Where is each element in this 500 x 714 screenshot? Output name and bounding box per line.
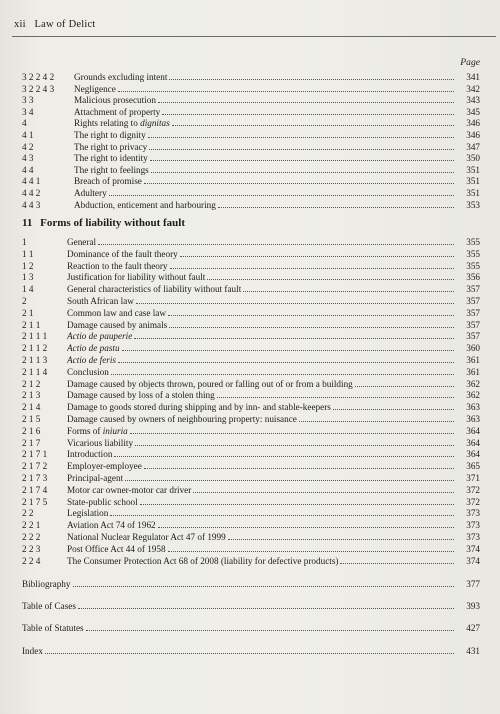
entry-title-text: Reaction to the fault theory: [67, 260, 168, 271]
dot-leader: [299, 413, 454, 422]
entry-title-text: Principal-agent: [67, 473, 124, 483]
toc-entry: [22, 187, 480, 199]
entry-title: [67, 248, 454, 260]
entry-title-text: National Nuclear Regulator Act 47 of 1999: [67, 532, 226, 542]
dot-leader: [144, 460, 454, 469]
entry-page-number: 357: [466, 296, 480, 306]
toc-entry: [22, 448, 480, 460]
entry-title: [67, 307, 454, 319]
entry-title-text: Damage to goods stored during shipping and by inn- and stable-keepers: [67, 402, 331, 413]
entry-page-number: 351: [466, 164, 480, 175]
entry-page-number: 393: [466, 601, 480, 611]
toc-entry: [22, 413, 480, 425]
entry-title: [67, 295, 454, 307]
dot-leader: [149, 141, 454, 150]
entry-title-text: General characteristics of liability without fault: [67, 284, 242, 295]
entry-title: [74, 199, 454, 211]
entry-title-italic: dignitas: [140, 118, 170, 129]
entry-title: [67, 354, 454, 366]
toc-entry: [22, 152, 480, 164]
entry-title: [67, 378, 454, 390]
entry-page-number: 357: [466, 284, 480, 295]
dot-leader: [98, 236, 454, 245]
toc-entry: [22, 236, 480, 248]
entry-number: 2: [22, 296, 27, 306]
toc-entry: [22, 319, 480, 331]
entry-number: 3 2 2 4 2: [22, 72, 55, 82]
entry-number: 2 1 6: [22, 425, 41, 436]
dot-leader: [172, 117, 454, 126]
entry-title-text: Forms of: [67, 425, 103, 436]
entry-title: [67, 437, 454, 449]
dot-leader: [193, 484, 454, 493]
entry-title: [67, 472, 454, 484]
dot-leader: [168, 307, 454, 316]
dot-leader: [217, 389, 454, 398]
toc-entry: [22, 71, 480, 83]
entry-number: 2 1 5: [22, 414, 41, 424]
toc-entry: [22, 354, 480, 366]
chapter-number: 11: [22, 217, 33, 229]
entry-number: 2 1 1: [22, 319, 41, 330]
entry-title: [67, 531, 454, 543]
toc-entry: [22, 271, 480, 283]
back-matter-entry: [22, 645, 480, 657]
entry-page-number: 341: [466, 72, 480, 82]
entry-number: 4: [22, 118, 27, 129]
header-book-title: Law of Delict: [34, 19, 96, 30]
entry-title: [74, 83, 454, 95]
entry-title: [74, 117, 454, 129]
entry-title-text: Abduction, enticement and harbouring: [74, 199, 216, 210]
entry-number: 2 1 1 2: [22, 343, 48, 354]
entry-title-text: Motor car owner-motor car driver: [67, 484, 192, 495]
dot-leader: [207, 271, 454, 280]
dot-leader: [162, 106, 454, 115]
entry-number: 4 2: [22, 141, 34, 152]
entry-title-text: Adultery: [74, 188, 107, 198]
entry-number: 1: [22, 237, 27, 247]
entry-title-italic: Actio de pastu: [67, 343, 120, 354]
toc-entry: [22, 94, 480, 106]
entry-title-text: Bibliography: [22, 579, 71, 589]
entry-number: 4 4: [22, 164, 34, 175]
toc-entry: [22, 330, 480, 342]
dot-leader: [111, 366, 454, 375]
entry-number: 3 4: [22, 106, 34, 117]
dot-leader: [148, 129, 454, 138]
entry-title: [67, 401, 454, 413]
entry-page-number: 373: [466, 508, 480, 519]
dot-leader: [140, 496, 454, 505]
entry-page-number: 355: [466, 237, 480, 247]
dot-leader: [130, 425, 454, 434]
entry-page-number: 357: [466, 331, 480, 342]
entry-page-number: 345: [466, 106, 480, 117]
dot-leader: [73, 578, 455, 587]
entry-title-text: Damage caused by loss of a stolen thing: [67, 390, 215, 401]
entry-title-text: The right to dignity: [74, 130, 146, 140]
entry-title: [74, 106, 454, 118]
entry-title-text: Employer-employee: [67, 461, 142, 472]
dot-leader: [109, 187, 454, 196]
entry-title: [67, 342, 454, 354]
entry-page-number: 373: [466, 520, 480, 531]
entry-page-number: 361: [466, 366, 480, 377]
entry-title-italic: iniuria: [102, 425, 128, 436]
entry-title: [74, 187, 454, 199]
entry-number: 2 1 7: [22, 437, 41, 448]
back-matter-entry: [22, 622, 480, 634]
entry-page-number: 373: [466, 532, 480, 542]
entry-title-text: Conclusion: [67, 366, 109, 377]
dot-leader: [78, 600, 454, 609]
entry-page-number: 361: [466, 355, 480, 365]
entry-title: [22, 600, 454, 612]
entry-title: [67, 283, 454, 295]
entry-title: [74, 71, 454, 83]
toc-entry: [22, 141, 480, 153]
entry-page-number: 365: [466, 461, 480, 472]
entry-title: [67, 460, 454, 472]
dot-leader: [118, 354, 454, 363]
toc-entry: [22, 307, 480, 319]
entry-title-text: Damage caused by animals: [67, 319, 168, 330]
dot-leader: [243, 283, 454, 292]
entry-number: 2 2 2: [22, 532, 41, 542]
entry-number: 2 1 1 1: [22, 331, 48, 342]
dot-leader: [340, 555, 454, 564]
toc-entry: [22, 260, 480, 272]
dot-leader: [118, 83, 454, 92]
entry-title-text: The Consumer Protection Act 68 of 2008 (liability for defective products): [67, 555, 339, 566]
toc-entry: [22, 507, 480, 519]
entry-page-number: 342: [466, 83, 480, 94]
entry-number: 2 1 1 4: [22, 366, 48, 377]
entry-title: [22, 645, 454, 657]
dot-leader: [150, 152, 454, 161]
entry-number: 2 1 7 3: [22, 473, 48, 483]
entry-title-text: Justification for liability without fault: [67, 272, 206, 283]
entry-page-number: 360: [466, 343, 480, 354]
entry-page-number: 353: [466, 199, 480, 210]
entry-page-number: 364: [466, 437, 480, 448]
entry-title-text: Vicarious liability: [67, 437, 134, 448]
entry-title: [67, 425, 454, 437]
entry-title: [74, 129, 454, 141]
dot-leader: [158, 519, 454, 528]
toc-entry: [22, 496, 480, 508]
entry-page-number: 355: [466, 248, 480, 259]
toc-entry: [22, 555, 480, 567]
entry-title-text: The right to feelings: [74, 164, 149, 175]
entry-title-text: The right to identity: [74, 153, 148, 164]
dot-leader: [169, 71, 454, 80]
back-matter-entry: [22, 600, 480, 612]
entry-page-number: 347: [466, 141, 480, 152]
entry-title: [22, 578, 454, 590]
entry-title-text: Negligence: [74, 83, 116, 94]
header-page-number: xii: [14, 19, 26, 30]
entry-number: 2 1: [22, 307, 34, 318]
entry-title-text: Dominance of the fault theory: [67, 248, 178, 259]
toc-entry: [22, 531, 480, 543]
dot-leader: [168, 543, 454, 552]
entry-page-number: 362: [466, 390, 480, 401]
toc-entry: [22, 129, 480, 141]
entry-title: [67, 484, 454, 496]
toc-entry: [22, 425, 480, 437]
entry-number: 3 3: [22, 95, 34, 106]
entry-title: [67, 496, 454, 508]
toc-entry: [22, 437, 480, 449]
dot-leader: [151, 164, 454, 173]
entry-number: 2 1 7 5: [22, 496, 48, 507]
entry-title: [74, 94, 454, 106]
entry-number: 2 1 7 2: [22, 461, 48, 472]
entry-page-number: 346: [466, 118, 480, 129]
entry-number: 2 1 1 3: [22, 355, 48, 365]
dot-leader: [135, 437, 454, 446]
toc-entry: [22, 175, 480, 187]
entry-title-text: Aviation Act 74 of 1962: [67, 520, 156, 531]
entry-number: 4 4 2: [22, 188, 41, 198]
entry-number: 2 1 7 4: [22, 484, 48, 495]
dot-leader: [218, 199, 454, 208]
entry-number: 4 4 1: [22, 176, 41, 187]
page-column-label: Page: [460, 57, 480, 68]
entry-title: [67, 236, 454, 248]
toc-entry: [22, 401, 480, 413]
entry-title-italic: Actio de pauperie: [67, 331, 133, 342]
entry-number: 3 2 2 4 3: [22, 83, 55, 94]
entry-title-text: South African law: [67, 296, 134, 306]
dot-leader: [333, 401, 454, 410]
entry-title-text: The right to privacy: [74, 141, 148, 152]
entry-page-number: 343: [466, 95, 480, 106]
entry-number: 2 2 1: [22, 520, 41, 531]
entry-title-text: Introduction: [67, 449, 113, 460]
entry-title-text: Grounds excluding intent: [74, 72, 168, 82]
toc-entry: [22, 378, 480, 390]
entry-title-text: Legislation: [67, 508, 109, 519]
entry-page-number: 357: [466, 319, 480, 330]
toc-entry: [22, 248, 480, 260]
chapter-title: Forms of liability without fault: [40, 217, 185, 229]
entry-number: 2 1 3: [22, 390, 41, 401]
entry-title-text: General: [67, 237, 97, 247]
toc-entry: [22, 164, 480, 176]
dot-leader: [136, 295, 454, 304]
entry-page-number: 427: [466, 623, 480, 633]
entry-number: 4 4 3: [22, 199, 41, 210]
entry-title: [74, 164, 454, 176]
toc-entry: [22, 389, 480, 401]
entry-page-number: 351: [466, 188, 480, 198]
entry-page-number: 372: [466, 484, 480, 495]
entry-number: 1 1: [22, 248, 34, 259]
entry-page-number: 355: [466, 260, 480, 271]
entry-title: [67, 271, 454, 283]
entry-number: 2 2 3: [22, 543, 41, 554]
entry-number: 2 1 2: [22, 378, 41, 389]
entry-title: [74, 152, 454, 164]
toc-entry: [22, 472, 480, 484]
dot-leader: [122, 342, 454, 351]
entry-page-number: 350: [466, 153, 480, 164]
entry-title: [67, 543, 454, 555]
entry-title: [67, 260, 454, 272]
entry-page-number: 371: [466, 473, 480, 483]
dot-leader: [180, 248, 454, 257]
entry-title-text: Malicious prosecution: [74, 95, 156, 106]
entry-number: 1 4: [22, 284, 34, 295]
toc-entry: [22, 519, 480, 531]
entry-page-number: 346: [466, 130, 480, 140]
dot-leader: [144, 175, 454, 184]
dot-leader: [158, 94, 454, 103]
entry-number: 1 2: [22, 260, 34, 271]
entry-title: [67, 319, 454, 331]
entry-title-text: Attachment of property: [74, 106, 161, 117]
entry-page-number: 374: [466, 543, 480, 554]
entry-page-number: 363: [466, 402, 480, 413]
entry-page-number: 364: [466, 449, 480, 460]
toc-entry: [22, 117, 480, 129]
entry-title-text: Index: [22, 646, 43, 656]
entry-title-text: Breach of promise: [74, 176, 142, 187]
running-head: [14, 19, 95, 30]
toc-entry: [22, 283, 480, 295]
entry-title: [67, 389, 454, 401]
dot-leader: [355, 378, 454, 387]
dot-leader: [45, 645, 454, 654]
entry-title: [74, 141, 454, 153]
entry-page-number: 357: [466, 307, 480, 318]
entry-title: [67, 448, 454, 460]
toc-entry: [22, 106, 480, 118]
dot-leader: [86, 622, 454, 631]
entry-page-number: 377: [466, 579, 480, 589]
entry-title: [67, 507, 454, 519]
entry-title-text: Post Office Act 44 of 1958: [67, 543, 166, 554]
dot-leader: [134, 330, 454, 339]
entry-title-text: Damage caused by objects thrown, poured or falling out of or from a building: [67, 378, 353, 389]
entry-page-number: 351: [466, 176, 480, 187]
dot-leader: [114, 448, 454, 457]
entry-page-number: 372: [466, 496, 480, 507]
entry-number: 4 1: [22, 130, 34, 140]
entry-title: [22, 622, 454, 634]
entry-page-number: 374: [466, 555, 480, 566]
entry-title-text: Table of Statutes: [22, 623, 84, 633]
entry-page-number: 363: [466, 414, 480, 424]
chapter-heading: [22, 217, 185, 229]
entry-title-text: State-public school: [67, 496, 138, 507]
toc-entry: [22, 484, 480, 496]
toc-entry: [22, 460, 480, 472]
entry-title-text: Common law and case law: [67, 307, 166, 318]
header-rule: [12, 36, 496, 37]
entry-number: 2 1 4: [22, 402, 41, 413]
toc-entry: [22, 295, 480, 307]
entry-title: [67, 366, 454, 378]
toc-entry: [22, 366, 480, 378]
entry-page-number: 431: [466, 646, 480, 656]
dot-leader: [125, 472, 454, 481]
toc-entry: [22, 342, 480, 354]
entry-number: 4 3: [22, 153, 34, 164]
toc-entry: [22, 83, 480, 95]
toc-entry: [22, 199, 480, 211]
dot-leader: [228, 531, 454, 540]
entry-title: [67, 519, 454, 531]
dot-leader: [170, 260, 454, 269]
entry-number: 2 2 4: [22, 555, 41, 566]
entry-title: [67, 330, 454, 342]
entry-title-text: Damage caused by owners of neighbouring property: nuisance: [67, 414, 297, 424]
entry-page-number: 356: [466, 272, 480, 283]
entry-number: 2 2: [22, 508, 34, 519]
entry-title: [74, 175, 454, 187]
entry-title-italic: Actio de feris: [67, 355, 116, 365]
entry-title: [67, 413, 454, 425]
dot-leader: [110, 507, 454, 516]
entry-number: 1 3: [22, 272, 34, 283]
toc-entry: [22, 543, 480, 555]
entry-page-number: 362: [466, 378, 480, 389]
entry-title-text: Rights relating to: [74, 118, 141, 129]
entry-number: 2 1 7 1: [22, 449, 48, 460]
back-matter-entry: [22, 578, 480, 590]
entry-title: [67, 555, 454, 567]
entry-page-number: 364: [466, 425, 480, 436]
dot-leader: [169, 319, 454, 328]
entry-title-text: Table of Cases: [22, 601, 76, 611]
